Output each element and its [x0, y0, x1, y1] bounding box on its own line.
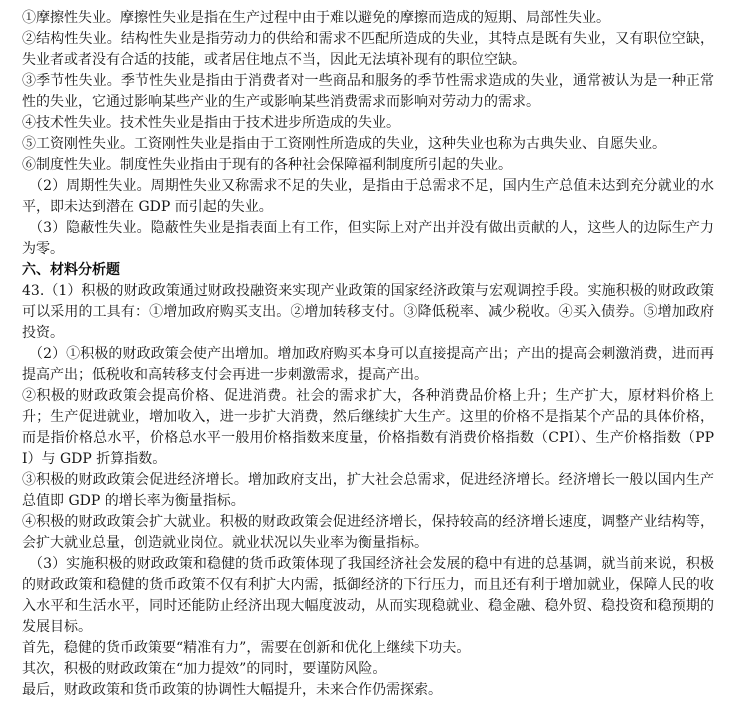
item-seasonal-unemployment: ③季节性失业。季节性失业是指由于消费者对一些商品和服务的季节性需求造成的失业，通常被认为是一种正常性的失业，它通过影响某些产业的生产或影响某些消费需求而影响对劳动力的需求。	[22, 73, 714, 110]
conclusion-first: 首先，稳健的货币政策要“精准有力”，需要在创新和优化上继续下功夫。	[22, 640, 471, 656]
paragraph-cyclical-unemployment: （2）周期性失业。周期性失业又称需求不足的失业，是指由于总需求不足，国内生产总值未达到充分就业的水平，即未达到潜在 GDP 而引起的失业。	[22, 178, 714, 215]
paragraph-hidden-unemployment: （3）隐蔽性失业。隐蔽性失业是指表面上有工作，但实际上对产出并没有做出贡献的人，这些人的边际生产力为零。	[22, 220, 714, 257]
item-technological-unemployment: ④技术性失业。技术性失业是指由于技术进步所造成的失业。	[22, 115, 400, 131]
answer-43-part-2-growth: ③积极的财政政策会促进经济增长。增加政府支出，扩大社会总需求，促进经济增长。经济增长一般以国内生产总值即 GDP 的增长率为衡量指标。	[22, 472, 714, 509]
item-frictional-unemployment: ①摩擦性失业。摩擦性失业是指在生产过程中由于难以避免的摩擦而造成的短期、局部性失业。	[22, 10, 610, 26]
item-structural-unemployment: ②结构性失业。结构性失业是指劳动力的供给和需求不匹配所造成的失业，其特点是既有失业，又有职位空缺，失业者或者没有合适的技能，或者居住地点不当，因此无法填补现有的职位空缺。	[22, 31, 714, 68]
answer-43-part-2-output: （2）①积极的财政政策会使产出增加。增加政府购买本身可以直接提高产出；产出的提高会刺激消费，进而再提高产出；低税收和高转移支付会再进一步刺激需求，提高产出。	[22, 346, 714, 383]
answer-43-part-1: 43.（1）积极的财政政策通过财政投融资来实现产业政策的国家经济政策与宏观调控手段。实施积极的财政政策可以采用的工具有：①增加政府购买支出。②增加转移支付。③降低税率、减少税收。④买入债券。⑤增加政府投资。	[22, 283, 714, 341]
conclusion-second: 其次，积极的财政政策在“加力提效”的同时，要谨防风险。	[22, 661, 387, 677]
answer-43-part-3: （3）实施积极的财政政策和稳健的货币政策体现了我国经济社会发展的稳中有进的总基调，就当前来说，积极的财政政策和稳健的货币政策不仅有利扩大内需，抵御经济的下行压力，而且还有利于增加就业，保障人民的收入水平和生活水平，同时还能防止经济出现大幅度波动，从而实现稳就业、稳金融、稳外贸、稳投资和稳预期的发展目标。	[22, 556, 714, 635]
document-page	[22, 8, 714, 701]
conclusion-last: 最后，财政政策和货币政策的协调性大幅提升，未来合作仍需探索。	[22, 682, 442, 698]
item-wage-rigidity-unemployment: ⑤工资刚性失业。工资刚性失业是指由于工资刚性所造成的失业，这种失业也称为古典失业、自愿失业。	[22, 136, 666, 152]
answer-43-part-2-employment: ④积极的财政政策会扩大就业。积极的财政政策会促进经济增长，保持较高的经济增长速度，调整产业结构等，会扩大就业总量，创造就业岗位。就业状况以失业率为衡量指标。	[22, 514, 714, 551]
item-institutional-unemployment: ⑥制度性失业。制度性失业指由于现有的各种社会保障福利制度所引起的失业。	[22, 157, 512, 173]
section-heading: 六、材料分析题	[22, 262, 120, 278]
answer-43-part-2-price: ②积极的财政政策会提高价格、促进消费。社会的需求扩大，各种消费品价格上升；生产扩大，原材料价格上升；生产促进就业，增加收入，进一步扩大消费，然后继续扩大生产。这里的价格不是指某个产品的具体价格，而是指价格总水平，价格总水平一般用价格指数来度量，价格指数有消费价格指数（CPI）、生产价格指数（PPI）与 GDP 折算指数。	[22, 388, 714, 467]
